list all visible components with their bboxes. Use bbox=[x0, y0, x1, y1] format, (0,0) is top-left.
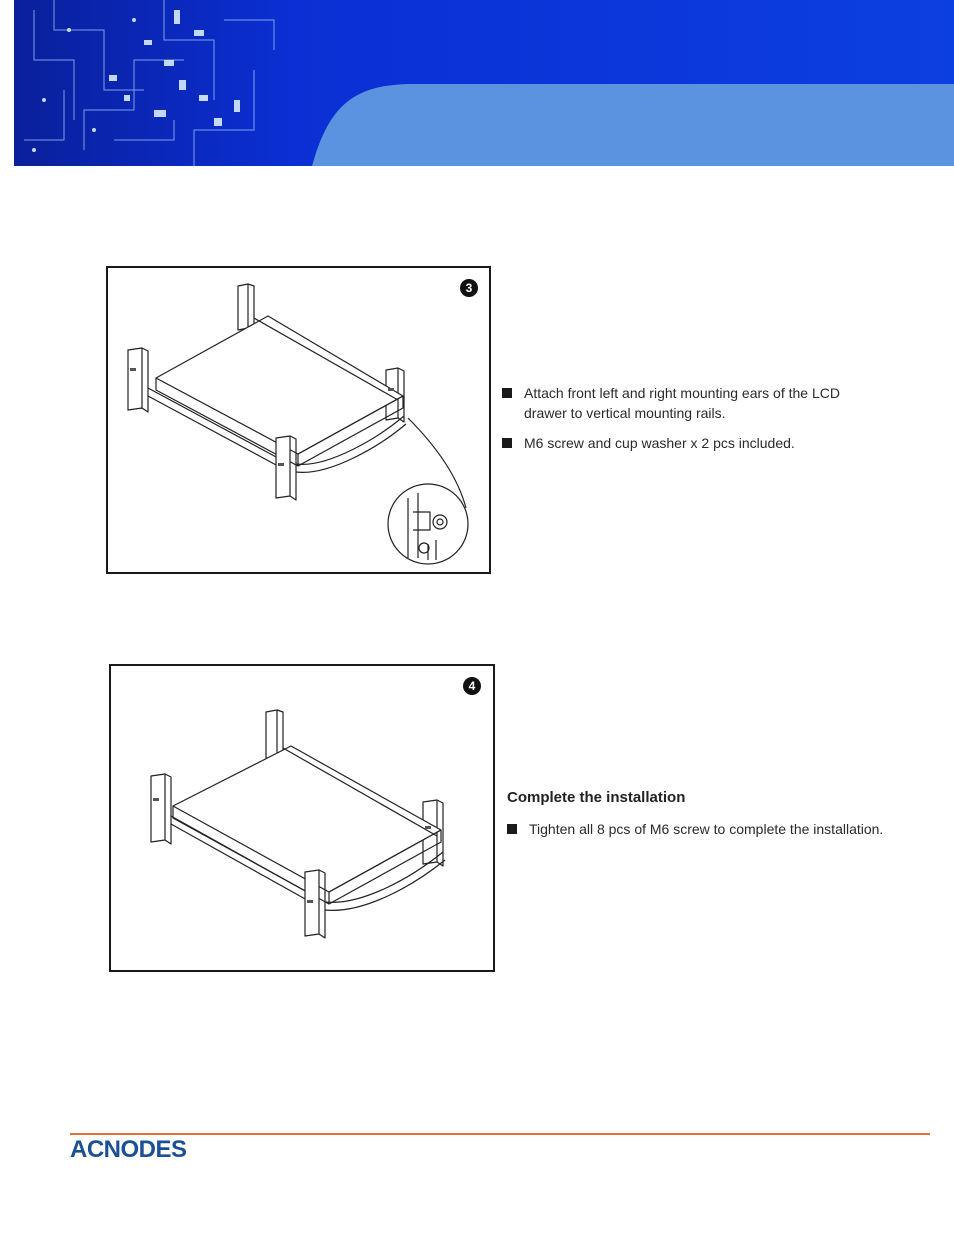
circuit-board-banner bbox=[14, 0, 954, 166]
step-number-badge: 4 bbox=[463, 677, 481, 695]
figure-step-3 bbox=[106, 266, 491, 574]
step-3-instructions bbox=[502, 383, 882, 453]
instruction-bullet: Tighten all 8 pcs of M6 screw to complete the installation. bbox=[507, 819, 927, 839]
figure-step-4 bbox=[109, 664, 495, 972]
instruction-bullet: Attach front left and right mounting ears of the LCD drawer to vertical mounting rails. bbox=[502, 383, 882, 423]
step-4-instructions bbox=[507, 788, 927, 839]
footer-divider bbox=[70, 1133, 930, 1135]
acnodes-logo bbox=[70, 1137, 230, 1163]
lcd-drawer-installed-diagram bbox=[111, 666, 493, 970]
step-number-badge: 3 bbox=[460, 279, 478, 297]
instruction-bullet: M6 screw and cup washer x 2 pcs included. bbox=[502, 433, 882, 453]
logo-text: ACNODES bbox=[70, 1136, 187, 1163]
section-title: Complete the installation bbox=[507, 789, 686, 806]
header-banner bbox=[14, 0, 954, 166]
lcd-drawer-mounting-ears-diagram bbox=[108, 268, 489, 572]
